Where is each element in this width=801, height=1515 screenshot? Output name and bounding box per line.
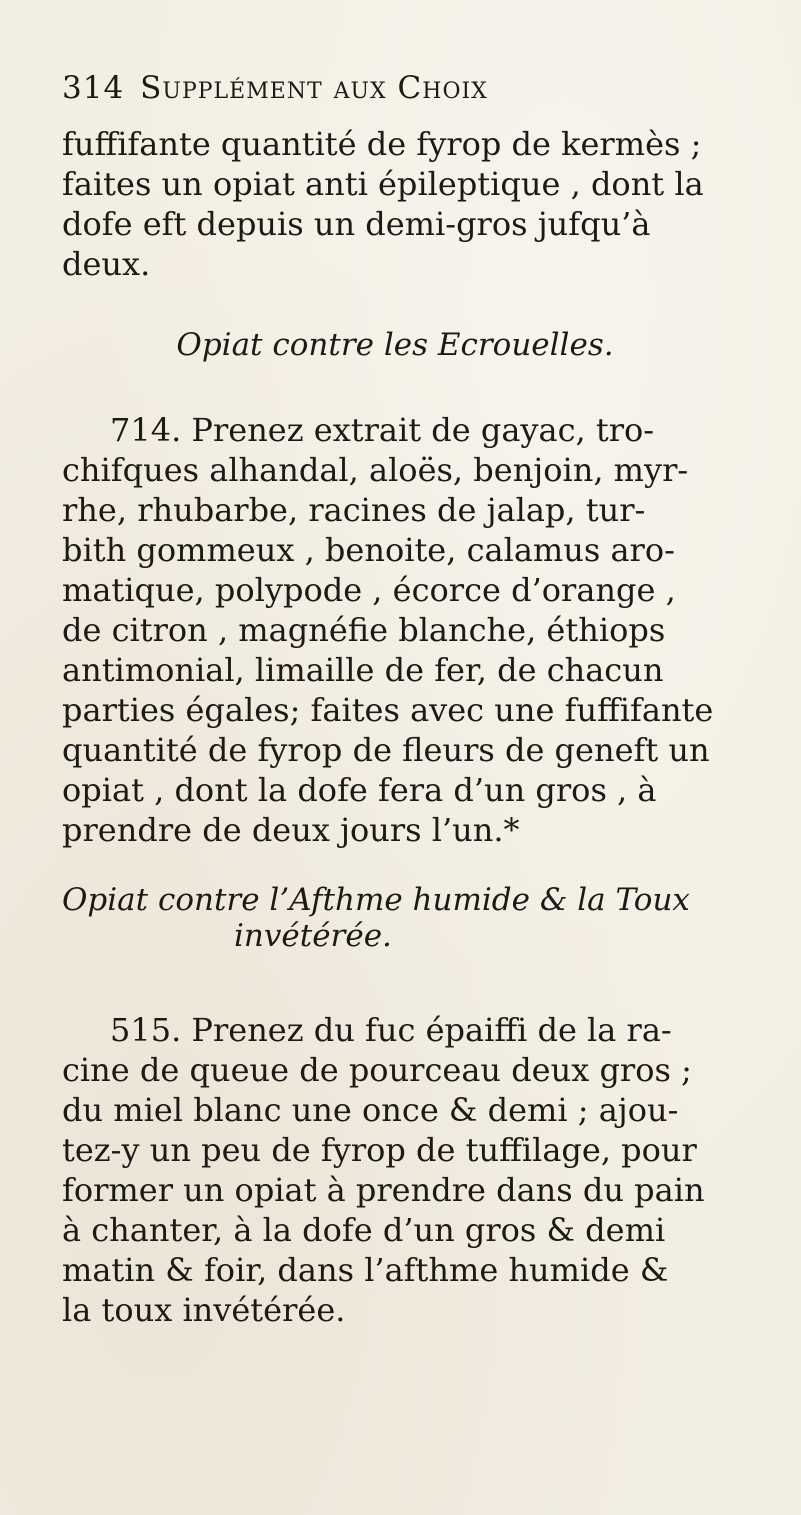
text-line: tez-y un peu de fyrop de tuffilage, pour xyxy=(62,1131,697,1169)
text-line: antimonial, limaille de fer, de chacun xyxy=(62,651,664,689)
text-line: 515. Prenez du fuc épaiffi de la ra- xyxy=(110,1011,672,1049)
text-line: à chanter, à la dofe d’un gros & demi xyxy=(62,1211,666,1249)
section-body xyxy=(62,410,772,850)
text-line: 714. Prenez extrait de gayac, tro- xyxy=(110,411,655,449)
paragraph-continued xyxy=(62,124,772,284)
text-line: matique, polypode , écorce d’orange , xyxy=(62,571,676,609)
text-line: former un opiat à prendre dans du pain xyxy=(62,1171,705,1209)
text-line: dofe eft depuis un demi-gros jufqu’à xyxy=(62,205,651,243)
text-line: parties égales; faites avec une fuffifante xyxy=(62,691,714,729)
section-body xyxy=(62,1010,772,1330)
text-line: opiat , dont la dofe fera d’un gros , à xyxy=(62,771,657,809)
section-title-text: invétérée. xyxy=(234,918,392,954)
page-number: 314 xyxy=(62,70,125,106)
text-line: la toux invétérée. xyxy=(62,1291,346,1329)
text-line: du miel blanc une once & demi ; ajou- xyxy=(62,1091,679,1129)
text-line: deux. xyxy=(62,245,151,283)
text-line: chifques alhandal, aloës, benjoin, myr- xyxy=(62,451,689,489)
section-title-text: Opiat contre l’Afthme humide & la Toux xyxy=(62,882,690,918)
text-line: de citron , magnéfie blanche, éthiops xyxy=(62,611,666,649)
text-line: prendre de deux jours l’un.* xyxy=(62,811,520,849)
section-title xyxy=(62,882,772,954)
text-line: quantité de fyrop de fleurs de geneft un xyxy=(62,731,710,769)
text-line: cine de queue de pourceau deux gros ; xyxy=(62,1051,692,1089)
running-title: Supplément aux Choix xyxy=(140,70,488,106)
running-header xyxy=(62,70,762,106)
text-line: rhe, rhubarbe, racines de jalap, tur- xyxy=(62,491,646,529)
text-line: bith gommeux , benoite, calamus aro- xyxy=(62,531,675,569)
section-title-text: Opiat contre les Ecrouelles. xyxy=(176,327,614,363)
text-line: faites un opiat anti épileptique , dont la xyxy=(62,165,704,203)
section-title xyxy=(40,327,750,363)
text-line: matin & foir, dans l’afthme humide & xyxy=(62,1251,669,1289)
text-line: fuffifante quantité de fyrop de kermès ; xyxy=(62,125,702,163)
